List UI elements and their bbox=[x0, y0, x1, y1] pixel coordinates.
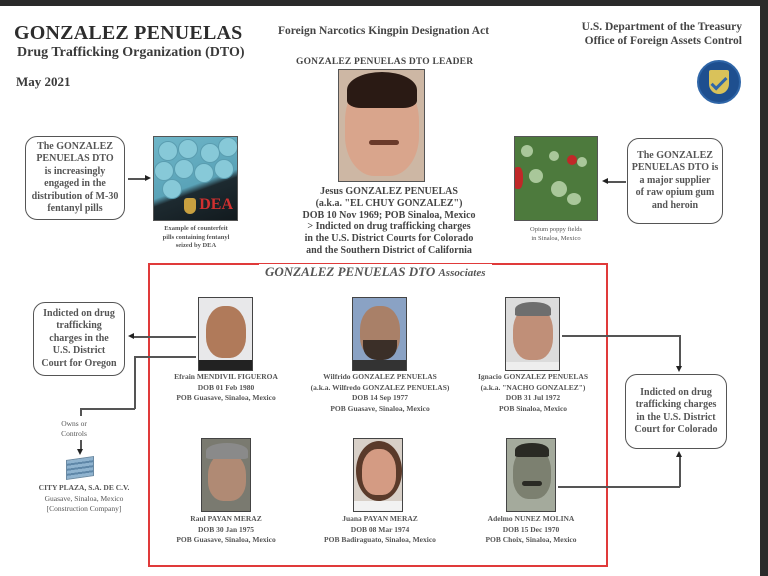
box-line: U.S. District bbox=[52, 345, 106, 357]
connector-line bbox=[134, 356, 196, 358]
dea-logo: DEA bbox=[199, 196, 233, 213]
fentanyl-pills-image bbox=[153, 136, 238, 221]
face-shape bbox=[208, 453, 246, 501]
hair-shape bbox=[347, 72, 417, 108]
associate-name: Adelmo NUNEZ MOLINA bbox=[487, 514, 575, 523]
box-line: The GONZALEZ bbox=[637, 149, 713, 161]
caption-line: Opium poppy fields bbox=[530, 226, 582, 233]
box-line: Court for Colorado bbox=[634, 424, 718, 435]
connector-line bbox=[128, 178, 145, 180]
mustache-shape bbox=[369, 140, 399, 145]
associate-pob: POB Guasave, Sinaloa, Mexico bbox=[176, 535, 276, 544]
shirt-shape bbox=[354, 501, 403, 512]
company-name: CITY PLAZA, S.A. DE C.V. bbox=[38, 483, 130, 492]
agency-name: U.S. Department of the Treasury bbox=[581, 21, 742, 33]
leader-details bbox=[284, 186, 494, 257]
leader-charge: > Indicted on drug trafficking charges bbox=[307, 221, 471, 233]
pill-shape bbox=[218, 137, 238, 157]
associate-dob: DOB 30 Jan 1975 bbox=[197, 524, 255, 534]
associate-photo bbox=[353, 438, 403, 512]
box-line: PENUELAS DTO bbox=[36, 153, 114, 164]
box-line: Indicted on drug bbox=[640, 386, 712, 398]
leader-photo bbox=[338, 69, 425, 182]
owns-line: Owns or bbox=[61, 419, 87, 428]
connector-line bbox=[679, 335, 681, 366]
associate-details bbox=[163, 372, 289, 404]
connector-line bbox=[134, 356, 136, 409]
box-line: and heroin bbox=[651, 199, 699, 211]
leader-name: Jesus GONZALEZ PENUELAS bbox=[320, 186, 458, 197]
associate-details bbox=[463, 372, 603, 414]
pill-shape bbox=[194, 163, 214, 183]
poppy-flower bbox=[567, 155, 577, 165]
associate-photo bbox=[201, 438, 251, 512]
associate-name: Wilfrido GONZALEZ PENUELAS bbox=[323, 372, 437, 381]
face-shape bbox=[206, 306, 246, 358]
caption-line: pills containing fentanyl bbox=[162, 233, 230, 241]
box-line: Court for Oregon bbox=[41, 357, 117, 369]
arrow-down-icon bbox=[676, 366, 682, 372]
connector-line bbox=[679, 457, 681, 487]
act-title: Foreign Narcotics Kingpin Designation Act bbox=[278, 25, 490, 37]
associate-alias: (a.k.a. Wilfredo GONZALEZ PENUELAS) bbox=[310, 382, 450, 392]
poppy-pod bbox=[549, 151, 559, 161]
associate-details bbox=[305, 514, 455, 546]
shirt-shape bbox=[199, 360, 253, 371]
beard-shape bbox=[363, 340, 397, 360]
associate-pob: POB Choix, Sinaloa, Mexico bbox=[485, 535, 577, 544]
associate-name: Raul PAYAN MERAZ bbox=[190, 514, 262, 523]
box-line: distribution of M-30 bbox=[31, 190, 119, 202]
associate-dob: DOB 31 Jul 1972 bbox=[505, 393, 561, 402]
associate-dob: DOB 14 Sep 1977 bbox=[351, 393, 409, 402]
associate-pob: POB Badiraguato, Sinaloa, Mexico bbox=[324, 535, 436, 544]
associate-dob: DOB 15 Dec 1970 bbox=[502, 524, 560, 534]
poppy-pod bbox=[577, 157, 587, 167]
associate-name: Juana PAYAN MERAZ bbox=[342, 514, 418, 523]
poppy-pod bbox=[567, 193, 581, 205]
leader-alias: (a.k.a. "EL CHUY GONZALEZ") bbox=[315, 197, 463, 209]
associate-details bbox=[466, 514, 596, 546]
associates-title-main: GONZALEZ PENUELAS DTO bbox=[265, 264, 436, 279]
poppy-pod bbox=[529, 169, 543, 183]
connector-line bbox=[562, 335, 680, 337]
caption-line: Example of counterfeit bbox=[164, 225, 228, 232]
pill-shape bbox=[158, 141, 178, 161]
associate-pob: POB Guasave, Sinaloa, Mexico bbox=[176, 393, 276, 402]
connector-line bbox=[80, 408, 135, 410]
leader-dob: DOB 10 Nov 1969; POB Sinaloa, Mexico bbox=[302, 209, 476, 221]
company-details bbox=[30, 483, 138, 515]
associates-title-suffix: Associates bbox=[438, 267, 486, 279]
owns-controls-label bbox=[44, 419, 104, 439]
caption-line: in Sinaloa, Mexico bbox=[531, 234, 581, 242]
company-type: [Construction Company] bbox=[46, 504, 122, 513]
box-line: trafficking bbox=[56, 320, 102, 332]
associate-pob: POB Sinaloa, Mexico bbox=[498, 403, 568, 413]
hair-shape bbox=[515, 443, 549, 457]
associate-photo bbox=[198, 297, 253, 371]
poppy-flower bbox=[514, 167, 523, 189]
oregon-indictment-box bbox=[33, 302, 125, 376]
associate-name: Efrain MENDIVIL FIGUEROA bbox=[174, 372, 278, 381]
pill-shape bbox=[214, 159, 234, 179]
pill-shape bbox=[162, 179, 182, 199]
office-building-icon bbox=[66, 456, 94, 480]
box-line: engaged in the bbox=[44, 178, 106, 189]
box-line: charges in the bbox=[49, 332, 109, 344]
arrow-right-icon bbox=[145, 175, 151, 181]
opium-info-box bbox=[627, 138, 723, 224]
pills-caption bbox=[148, 225, 244, 251]
pill-shape bbox=[154, 161, 174, 181]
cap-shape bbox=[206, 443, 248, 459]
box-line: trafficking charges bbox=[635, 399, 717, 410]
poppy-pod bbox=[551, 181, 567, 197]
connector-line bbox=[80, 408, 82, 416]
leader-charge: and the Southern District of California bbox=[306, 244, 472, 256]
associate-name: Ignacio GONZALEZ PENUELAS bbox=[477, 372, 589, 381]
poppy-caption bbox=[510, 226, 602, 243]
dea-badge-icon bbox=[184, 198, 196, 214]
chart-page bbox=[0, 6, 760, 576]
page-subtitle: Drug Trafficking Organization (DTO) bbox=[17, 45, 245, 60]
hair-shape bbox=[515, 302, 551, 316]
associate-alias: (a.k.a. "NACHO GONZALEZ") bbox=[480, 382, 586, 392]
arrow-down-icon bbox=[77, 449, 83, 455]
shirt-shape bbox=[506, 362, 560, 371]
box-line: of raw opium gum bbox=[635, 187, 715, 199]
opium-poppy-image bbox=[514, 136, 598, 221]
associate-dob: DOB 01 Feb 1980 bbox=[197, 382, 255, 392]
colorado-indictment-box bbox=[625, 374, 727, 449]
poppy-pod bbox=[521, 145, 533, 157]
connector-line bbox=[608, 181, 626, 183]
office-name: Office of Foreign Assets Control bbox=[584, 35, 742, 47]
face-shape bbox=[362, 449, 396, 495]
leader-charge: in the U.S. District Courts for Colorado bbox=[304, 233, 474, 245]
mustache-shape bbox=[522, 481, 542, 486]
associate-details bbox=[300, 372, 460, 414]
associate-photo bbox=[506, 438, 556, 512]
treasury-seal-icon bbox=[697, 60, 741, 104]
connector-line bbox=[558, 486, 680, 488]
page-title: GONZALEZ PENUELAS bbox=[14, 22, 243, 44]
window-edge bbox=[760, 0, 768, 576]
caption-line: seized by DEA bbox=[175, 242, 217, 249]
company-location: Guasave, Sinaloa, Mexico bbox=[44, 493, 124, 503]
box-line: is increasingly bbox=[44, 165, 106, 177]
fentanyl-info-box bbox=[25, 136, 125, 220]
box-line: Indicted on drug bbox=[43, 307, 115, 319]
agency-header bbox=[582, 20, 742, 48]
box-line: a major supplier bbox=[639, 174, 711, 186]
connector-line bbox=[134, 336, 196, 338]
associate-pob: POB Guasave, Sinaloa, Mexico bbox=[330, 403, 430, 413]
box-line: in the U.S. District bbox=[636, 411, 716, 423]
associate-details bbox=[163, 514, 289, 546]
pill-shape bbox=[174, 159, 194, 179]
associate-dob: DOB 08 Mar 1974 bbox=[350, 524, 410, 534]
associate-photo bbox=[505, 297, 560, 371]
date-label: May 2021 bbox=[16, 74, 71, 89]
pill-shape bbox=[178, 139, 198, 159]
box-line: fentanyl pills bbox=[47, 203, 103, 214]
leader-label: GONZALEZ PENUELAS DTO LEADER bbox=[296, 57, 474, 67]
shirt-shape bbox=[353, 360, 407, 371]
box-line: PENUELAS DTO is bbox=[631, 162, 719, 174]
box-line: The GONZALEZ bbox=[37, 140, 113, 152]
associate-photo bbox=[352, 297, 407, 371]
owns-line: Controls bbox=[61, 429, 87, 438]
associates-title bbox=[259, 264, 492, 280]
